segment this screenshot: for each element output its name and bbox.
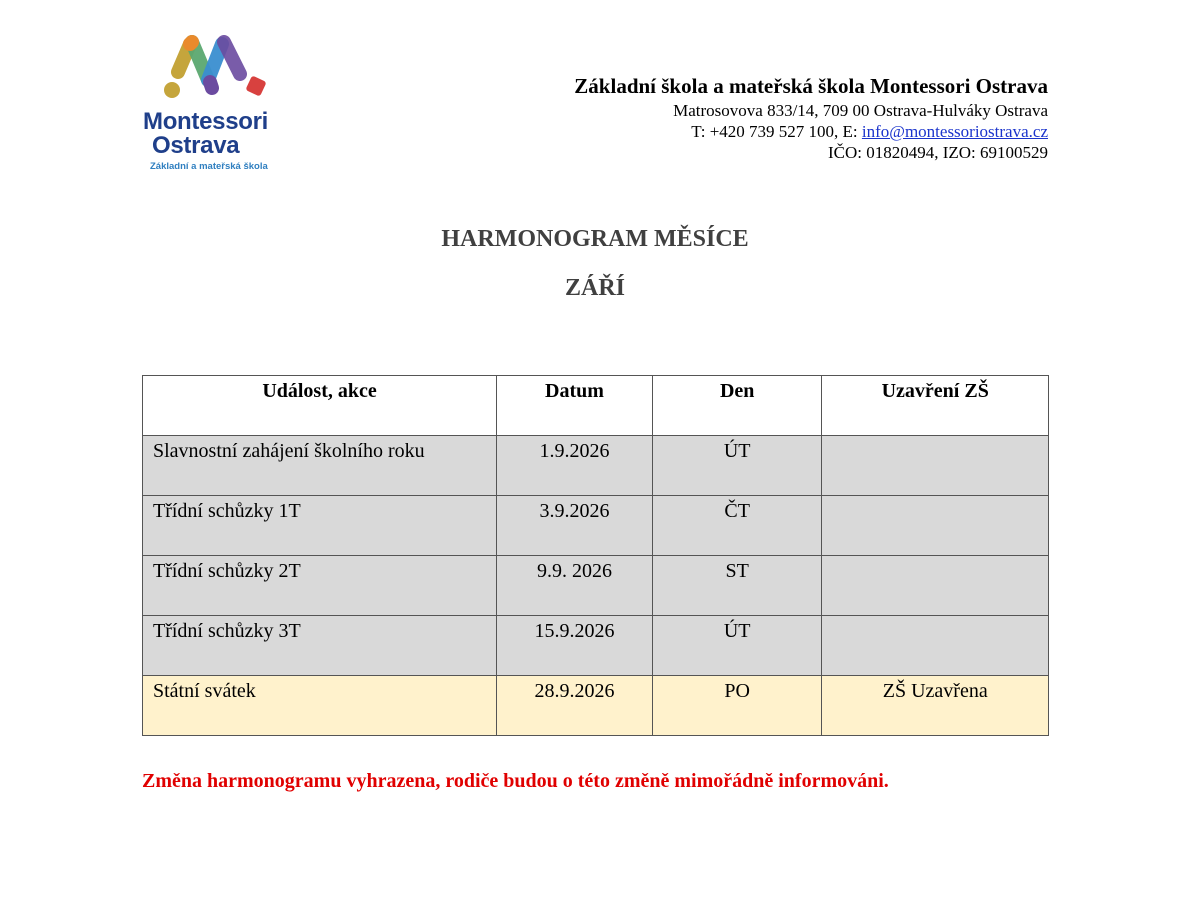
table-header-row	[143, 376, 1049, 436]
event-cell: Třídní schůzky 3T	[143, 616, 497, 676]
month-title: ZÁŘÍ	[564, 275, 625, 301]
day-cell: ST	[652, 556, 822, 616]
school-header	[574, 74, 1048, 163]
page-title: HARMONOGRAM MĚSÍCE	[441, 226, 749, 252]
header-event: Událost, akce	[143, 376, 497, 436]
school-contact	[574, 121, 1048, 142]
school-ids: IČO: 01820494, IZO: 69100529	[827, 143, 1048, 162]
header-closure: Uzavření ZŠ	[822, 376, 1049, 436]
logo-name-line2: Ostrava	[152, 132, 240, 159]
logo-subtitle: Základní a mateřská škola	[150, 161, 268, 172]
closure-cell	[822, 436, 1049, 496]
header-day: Den	[652, 376, 822, 436]
date-cell: 28.9.2026	[497, 676, 653, 736]
closure-cell	[822, 556, 1049, 616]
day-cell: PO	[652, 676, 822, 736]
day-cell: ČT	[652, 496, 822, 556]
closure-cell: ZŠ Uzavřena	[822, 676, 1049, 736]
contact-phone: T: +420 739 527 100, E:	[691, 122, 862, 141]
day-cell: ÚT	[652, 616, 822, 676]
school-logo	[140, 30, 292, 175]
schedule-change-note: Změna harmonogramu vyhrazena, rodiče budou o této změně mimořádně informováni.	[142, 770, 889, 792]
table-row	[143, 436, 1049, 496]
table-row	[143, 676, 1049, 736]
event-cell: Státní svátek	[143, 676, 497, 736]
date-cell: 3.9.2026	[497, 496, 653, 556]
event-cell: Slavnostní zahájení školního roku	[143, 436, 497, 496]
closure-cell	[822, 496, 1049, 556]
logo-name-line1: Montessori	[143, 108, 269, 135]
school-name: Základní škola a mateřská škola Montessori Ostrava	[574, 74, 1048, 98]
email-link[interactable]: info@montessoriostrava.cz	[861, 122, 1048, 141]
date-cell: 1.9.2026	[497, 436, 653, 496]
date-cell: 9.9. 2026	[497, 556, 653, 616]
day-cell: ÚT	[652, 436, 822, 496]
event-cell: Třídní schůzky 2T	[143, 556, 497, 616]
schedule-table	[142, 375, 1049, 736]
table-row	[143, 616, 1049, 676]
header-date: Datum	[497, 376, 653, 436]
table-row	[143, 556, 1049, 616]
event-cell: Třídní schůzky 1T	[143, 496, 497, 556]
school-address: Matrosovova 833/14, 709 00 Ostrava-Hulváky Ostrava	[673, 101, 1048, 120]
closure-cell	[822, 616, 1049, 676]
date-cell: 15.9.2026	[497, 616, 653, 676]
montessori-m-logo-icon	[160, 30, 270, 102]
table-row	[143, 496, 1049, 556]
